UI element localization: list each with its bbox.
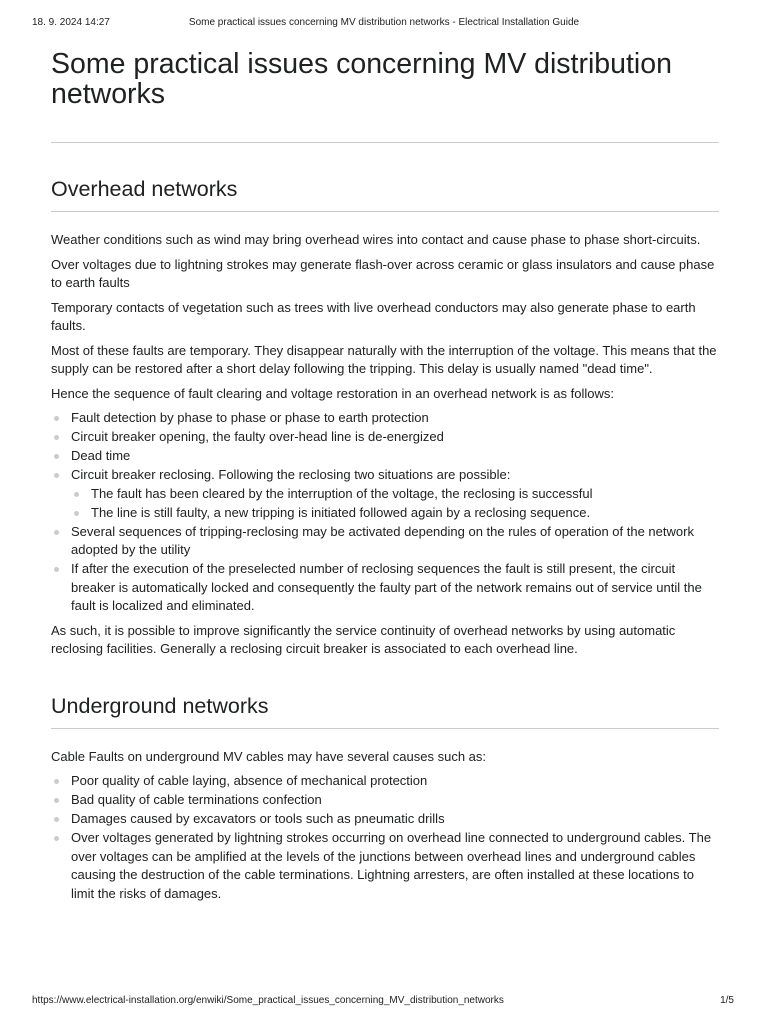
list-item-text: Poor quality of cable laying, absence of mechanical protection: [71, 773, 428, 788]
paragraph: Most of these faults are temporary. They disappear naturally with the interruption of the voltage. This means that the supply can be restored after a short delay following the tripping. This delay is usually named "dead time".: [51, 342, 717, 376]
page-number: 1/5: [720, 995, 734, 1006]
list-item-text: The fault has been cleared by the interruption of the voltage, the reclosing is successful: [91, 485, 593, 501]
list-item-text: Dead time: [71, 448, 131, 463]
list-item: [71, 829, 719, 903]
paragraph: Weather conditions such as wind may bring overhead wires into contact and cause phase to phase short-circuits.: [51, 232, 701, 247]
list-item: [71, 409, 719, 428]
paragraph: Over voltages due to lightning strokes may generate flash-over across ceramic or glass insulators and cause phase to earth faults: [51, 256, 715, 290]
list-item: [91, 485, 719, 504]
paragraph: Temporary contacts of vegetation such as trees with live overhead conductors may also generate phase to earth faults.: [51, 299, 696, 333]
list-item-text: Damages caused by excavators or tools such as pneumatic drills: [71, 811, 445, 826]
paragraph: Cable Faults on underground MV cables may have several causes such as:: [51, 748, 487, 764]
list-item: [71, 447, 719, 466]
list-item-text: Several sequences of tripping-reclosing may be activated depending on the rules of operation of the network adopted by the utility: [71, 523, 694, 557]
list-item-text: Circuit breaker opening, the faulty over-head line is de-energized: [71, 429, 444, 444]
print-document-title: Some practical issues concerning MV distribution networks - Electrical Installation Guide: [188, 17, 580, 28]
paragraph: As such, it is possible to improve significantly the service continuity of overhead networks by using automatic reclosing facilities. Generally a reclosing circuit breaker is associated to each overhead line.: [51, 622, 676, 656]
section-heading-overhead-networks: Overhead networks: [51, 176, 719, 212]
list-item: [71, 523, 719, 560]
article-content: [51, 46, 719, 909]
reclosing-outcomes-list: [71, 485, 719, 523]
section-heading-underground-networks: Underground networks: [51, 693, 719, 729]
list-item-text: If after the execution of the preselected number of reclosing sequences the fault is still present, the circuit breaker is automatically locked and consequently the faulty part of the network remains out of service until the fault is localized and eliminated.: [71, 561, 702, 613]
list-item: [71, 791, 719, 810]
fault-clearing-sequence-list: [51, 409, 719, 616]
list-item: [91, 504, 719, 523]
print-footer: [32, 995, 736, 1009]
print-url: https://www.electrical-installation.org/enwiki/Some_practical_issues_concerning_MV_distribution_networks: [32, 995, 504, 1006]
cable-fault-causes-list: [51, 772, 719, 903]
list-item: [71, 560, 719, 616]
list-item-text: Fault detection by phase to phase or phase to earth protection: [71, 410, 429, 425]
list-item-text: The line is still faulty, a new tripping is initiated followed again by a reclosing sequence.: [91, 504, 591, 520]
list-item: [71, 772, 719, 791]
list-item-text: Bad quality of cable terminations confection: [71, 792, 322, 807]
list-item: [71, 466, 719, 522]
print-datetime: 18. 9. 2024 14:27: [32, 17, 110, 28]
list-item: [71, 810, 719, 829]
paragraph: Hence the sequence of fault clearing and voltage restoration in an overhead network is as follows:: [51, 385, 614, 401]
list-item-text: Over voltages generated by lightning strokes occurring on overhead line connected to underground cables. The over voltages can be amplified at the levels of the junctions between overhead lines and underground cables causing the destruction of the cable terminations. Lightning arresters, are often installed at these locations to limit the risks of damages.: [71, 830, 712, 901]
list-item: [71, 428, 719, 447]
page-title: Some practical issues concerning MV distribution networks: [51, 46, 719, 143]
print-header: [32, 17, 736, 31]
list-item-text: Circuit breaker reclosing. Following the reclosing two situations are possible:: [71, 467, 511, 482]
